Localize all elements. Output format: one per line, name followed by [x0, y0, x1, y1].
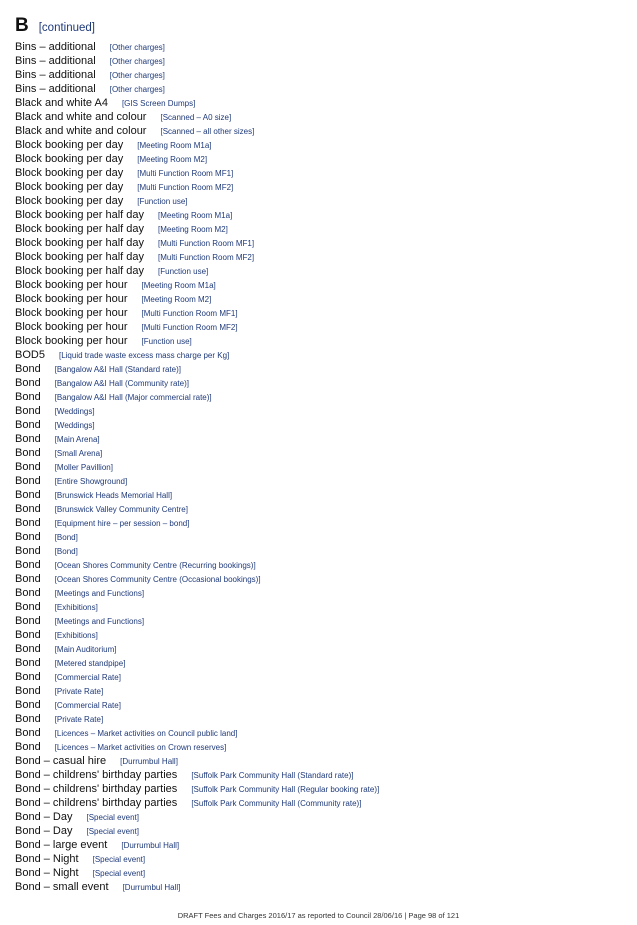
entry-term: Bond — [15, 461, 41, 473]
entry-reference: [Scanned – all other sizes] — [160, 127, 255, 136]
index-entry — [15, 586, 625, 600]
entry-term: Bond — [15, 391, 41, 403]
entry-reference: [Brunswick Heads Memorial Hall] — [54, 491, 173, 500]
entry-term: Bond — [15, 615, 41, 627]
entry-reference: [Private Rate] — [54, 715, 104, 724]
entry-term: Bond – childrens' birthday parties — [15, 797, 178, 809]
index-entry — [15, 768, 625, 782]
index-entry — [15, 236, 625, 250]
entry-reference: [Liquid trade waste excess mass charge per Kg] — [58, 351, 230, 360]
entry-reference: [Multi Function Room MF1] — [137, 169, 234, 178]
entry-reference: [Other charges] — [109, 71, 165, 80]
index-entry — [15, 110, 625, 124]
entry-reference: [Other charges] — [109, 85, 165, 94]
entry-term: Bond — [15, 587, 41, 599]
entry-term: Block booking per day — [15, 153, 124, 165]
entry-reference: [Entire Showground] — [54, 477, 128, 486]
index-entry — [15, 754, 625, 768]
index-entry — [15, 208, 625, 222]
entry-term: Bond – childrens' birthday parties — [15, 783, 178, 795]
index-entry — [15, 712, 625, 726]
entry-term: Block booking per hour — [15, 335, 128, 347]
index-entry — [15, 600, 625, 614]
entry-term: Block booking per half day — [15, 265, 145, 277]
index-entry — [15, 96, 625, 110]
entry-reference: [Scanned – A0 size] — [160, 113, 232, 122]
index-entry — [15, 376, 625, 390]
entry-reference: [Bond] — [54, 533, 78, 542]
entry-term: Bond – childrens' birthday parties — [15, 769, 178, 781]
entry-term: Bond — [15, 545, 41, 557]
index-entry — [15, 264, 625, 278]
index-entry — [15, 782, 625, 796]
entry-term: Block booking per half day — [15, 251, 145, 263]
entry-reference: [Ocean Shores Community Centre (Recurring bookings)] — [54, 561, 256, 570]
entry-term: Bins – additional — [15, 41, 96, 53]
index-entry — [15, 670, 625, 684]
index-entry — [15, 40, 625, 54]
entry-term: Bond — [15, 559, 41, 571]
index-entry — [15, 292, 625, 306]
entry-term: Bond – casual hire — [15, 755, 107, 767]
entry-reference: [Metered standpipe] — [54, 659, 126, 668]
entry-term: Bond — [15, 727, 41, 739]
index-entry — [15, 684, 625, 698]
section-letter: B — [15, 15, 29, 36]
index-entry — [15, 54, 625, 68]
entry-term: Black and white A4 — [15, 97, 108, 109]
entry-reference: [Other charges] — [109, 57, 165, 66]
entry-reference: [Commercial Rate] — [54, 701, 121, 710]
entry-term: Bond — [15, 363, 41, 375]
index-entry — [15, 320, 625, 334]
entry-reference: [Moller Pavillion] — [54, 463, 113, 472]
entry-term: Black and white and colour — [15, 125, 147, 137]
entry-reference: [Durrumbul Hall] — [120, 757, 178, 766]
index-entry — [15, 614, 625, 628]
entry-reference: [Durrumbul Hall] — [122, 883, 181, 892]
entry-term: Bins – additional — [15, 55, 96, 67]
entry-term: Bond — [15, 419, 41, 431]
entry-reference: [Function use] — [158, 267, 209, 276]
entry-term: Bond – small event — [15, 881, 109, 893]
index-entry — [15, 460, 625, 474]
index-entry — [15, 404, 625, 418]
index-entry — [15, 838, 625, 852]
entry-reference: [Bangalow A&I Hall (Major commercial rate)] — [54, 393, 212, 402]
entry-term: Block booking per half day — [15, 223, 145, 235]
entry-reference: [Small Arena] — [54, 449, 103, 458]
entry-term: Bond — [15, 447, 41, 459]
entry-reference: [Ocean Shores Community Centre (Occasional bookings)] — [54, 575, 261, 584]
entry-term: Block booking per half day — [15, 237, 145, 249]
entry-term: Block booking per day — [15, 181, 124, 193]
entry-term: Bond — [15, 503, 41, 515]
entry-reference: [Weddings] — [54, 421, 95, 430]
entry-reference: [Meeting Room M1a] — [158, 211, 233, 220]
entry-term: Block booking per half day — [15, 209, 145, 221]
entry-reference: [Multi Function Room MF2] — [137, 183, 234, 192]
index-entry — [15, 306, 625, 320]
index-entry — [15, 180, 625, 194]
entry-reference: [Brunswick Valley Community Centre] — [54, 505, 188, 514]
index-entry — [15, 250, 625, 264]
index-entry — [15, 656, 625, 670]
entry-reference: [Exhibitions] — [54, 603, 98, 612]
continued-label: [continued] — [38, 22, 95, 34]
entry-term: Bond — [15, 489, 41, 501]
entry-reference: [Meetings and Functions] — [54, 589, 145, 598]
entry-term: Bond – large event — [15, 839, 108, 851]
index-entry — [15, 628, 625, 642]
entry-reference: [Main Arena] — [54, 435, 100, 444]
index-entry — [15, 334, 625, 348]
entry-term: Bond — [15, 433, 41, 445]
entry-reference: [Function use] — [141, 337, 192, 346]
index-entry — [15, 880, 625, 894]
entry-term: BOD5 — [15, 349, 45, 361]
entry-reference: [Special event] — [92, 869, 146, 878]
entry-reference: [Meeting Room M2] — [158, 225, 228, 234]
entry-reference: [Multi Function Room MF2] — [141, 323, 238, 332]
entry-term: Bond — [15, 685, 41, 697]
section-heading — [15, 15, 95, 37]
entry-term: Block booking per day — [15, 167, 124, 179]
index-entry — [15, 516, 625, 530]
entry-reference: [Durrumbul Hall] — [121, 841, 180, 850]
index-entry — [15, 152, 625, 166]
entry-reference: [Weddings] — [54, 407, 95, 416]
index-entry — [15, 726, 625, 740]
entry-term: Block booking per hour — [15, 279, 128, 291]
entry-reference: [Bond] — [54, 547, 78, 556]
page-footer: DRAFT Fees and Charges 2016/17 as reported to Council 28/06/16 | Page 98 of 121 — [177, 911, 460, 920]
entry-term: Bond – Day — [15, 825, 73, 837]
index-entry — [15, 796, 625, 810]
entry-term: Bond — [15, 531, 41, 543]
entry-reference: [GIS Screen Dumps] — [121, 99, 196, 108]
index-entry — [15, 278, 625, 292]
entry-term: Bond — [15, 475, 41, 487]
index-entry-list — [15, 40, 625, 894]
entry-reference: [Bangalow A&I Hall (Standard rate)] — [54, 365, 181, 374]
entry-term: Bond — [15, 713, 41, 725]
index-entry — [15, 558, 625, 572]
index-entry — [15, 488, 625, 502]
entry-reference: [Bangalow A&I Hall (Community rate)] — [54, 379, 189, 388]
entry-reference: [Meetings and Functions] — [54, 617, 145, 626]
entry-term: Block booking per day — [15, 195, 124, 207]
entry-reference: [Meeting Room M1a] — [137, 141, 212, 150]
entry-reference: [Function use] — [137, 197, 188, 206]
entry-term: Block booking per hour — [15, 321, 128, 333]
entry-term: Block booking per hour — [15, 293, 128, 305]
index-entry — [15, 446, 625, 460]
index-entry — [15, 810, 625, 824]
entry-reference: [Meeting Room M2] — [141, 295, 212, 304]
index-entry — [15, 348, 625, 362]
entry-term: Bond — [15, 601, 41, 613]
index-entry — [15, 166, 625, 180]
entry-reference: [Special event] — [92, 855, 146, 864]
index-entry — [15, 362, 625, 376]
entry-term: Bond – Night — [15, 853, 79, 865]
entry-term: Bond — [15, 643, 41, 655]
index-entry — [15, 642, 625, 656]
index-entry — [15, 418, 625, 432]
index-entry — [15, 544, 625, 558]
entry-reference: [Suffolk Park Community Hall (Standard rate)] — [191, 771, 354, 780]
entry-reference: [Suffolk Park Community Hall (Community rate)] — [191, 799, 362, 808]
entry-reference: [Main Auditorium] — [54, 645, 117, 654]
index-entry — [15, 852, 625, 866]
entry-term: Bond — [15, 699, 41, 711]
index-entry — [15, 866, 625, 880]
index-entry — [15, 530, 625, 544]
entry-reference: [Multi Function Room MF1] — [141, 309, 238, 318]
entry-reference: [Licences – Market activities on Council public land] — [54, 729, 238, 738]
index-entry — [15, 194, 625, 208]
index-entry — [15, 502, 625, 516]
index-entry — [15, 432, 625, 446]
entry-reference: [Meeting Room M2] — [137, 155, 208, 164]
index-entry — [15, 740, 625, 754]
entry-term: Bond — [15, 741, 41, 753]
entry-reference: [Licences – Market activities on Crown reserves] — [54, 743, 227, 752]
index-entry — [15, 82, 625, 96]
entry-term: Black and white and colour — [15, 111, 147, 123]
entry-term: Bond — [15, 573, 41, 585]
entry-term: Bond — [15, 629, 41, 641]
entry-reference: [Private Rate] — [54, 687, 104, 696]
entry-reference: [Commercial Rate] — [54, 673, 121, 682]
entry-term: Block booking per hour — [15, 307, 128, 319]
entry-term: Bond — [15, 405, 41, 417]
index-entry — [15, 222, 625, 236]
entry-reference: [Meeting Room M1a] — [141, 281, 216, 290]
entry-term: Bins – additional — [15, 69, 96, 81]
entry-term: Bond — [15, 517, 41, 529]
entry-reference: [Special event] — [86, 813, 139, 822]
index-entry — [15, 824, 625, 838]
entry-term: Bond – Day — [15, 811, 73, 823]
index-entry — [15, 698, 625, 712]
entry-reference: [Special event] — [86, 827, 139, 836]
index-entry — [15, 138, 625, 152]
entry-reference: [Suffolk Park Community Hall (Regular booking rate)] — [191, 785, 380, 794]
index-entry — [15, 572, 625, 586]
entry-reference: [Multi Function Room MF1] — [158, 239, 255, 248]
index-entry — [15, 474, 625, 488]
entry-reference: [Equipment hire – per session – bond] — [54, 519, 190, 528]
entry-term: Bond — [15, 671, 41, 683]
entry-term: Bond — [15, 377, 41, 389]
entry-term: Bond – Night — [15, 867, 79, 879]
entry-term: Bond — [15, 657, 41, 669]
index-entry — [15, 68, 625, 82]
entry-reference: [Exhibitions] — [54, 631, 98, 640]
index-entry — [15, 124, 625, 138]
entry-term: Block booking per day — [15, 139, 124, 151]
entry-reference: [Multi Function Room MF2] — [158, 253, 255, 262]
entry-reference: [Other charges] — [109, 43, 165, 52]
entry-term: Bins – additional — [15, 83, 96, 95]
index-entry — [15, 390, 625, 404]
